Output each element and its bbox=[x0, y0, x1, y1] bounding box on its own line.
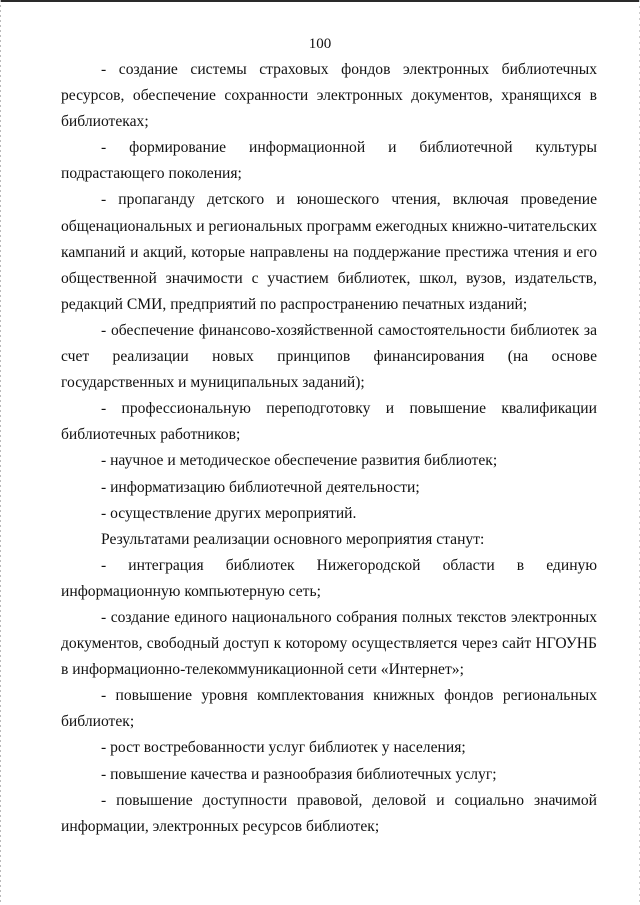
paragraph-retraining: - профессиональную переподготовку и повышение квалификации библиотечных работников; bbox=[61, 400, 597, 444]
scan-left-edge bbox=[0, 0, 1, 905]
paragraph-informatization: - информатизацию библиотечной деятельности; bbox=[101, 478, 420, 496]
paragraph-network-integration: - интеграция библиотек Нижегородской области в единую информационную компьютерную сеть; bbox=[61, 556, 597, 600]
paragraph-information-access: - повышение доступности правовой, деловой и социально значимой информации, электронных ресурсов библиотек; bbox=[61, 791, 597, 835]
scan-top-edge bbox=[0, 0, 640, 2]
paragraph-national-collection: - создание единого национального собрания полных текстов электронных документов, свободный доступ к которому осуществляется через сайт НГОУНБ в информационно-телекоммуникационной сети «Интернет»; bbox=[61, 608, 597, 679]
paragraph-scientific-support: - научное и методическое обеспечение развития библиотек; bbox=[101, 452, 498, 470]
paragraph-service-quality: - повышение качества и разнообразия библиотечных услуг; bbox=[101, 765, 497, 783]
paragraph-financial-independence: - обеспечение финансово-хозяйственной самостоятельности библиотек за счет реализации новых принципов финансирования (на основе государственных и муниципальных заданий); bbox=[61, 321, 597, 392]
paragraph-demand-growth: - рост востребованности услуг библиотек у населения; bbox=[101, 739, 466, 757]
paragraph-insurance-funds: - создание системы страховых фондов электронных библиотечных ресурсов, обеспечение сохранности электронных документов, хранящихся в библиотеках; bbox=[61, 61, 597, 131]
paragraph-results-intro: Результатами реализации основного мероприятия станут: bbox=[101, 530, 485, 548]
paragraph-information-culture: - формирование информационной и библиотечной культуры подрастающего поколения; bbox=[61, 139, 597, 183]
paragraph-acquisition-level: - повышение уровня комплектования книжных фондов региональных библиотек; bbox=[61, 687, 597, 731]
paragraph-reading-promotion: - пропаганду детского и юношеского чтения, включая проведение общенациональных и региональных программ ежегодных книжно-читательских кампаний и акций, которые направлены на поддержание престижа чтения и его общественной значимости с участием библиотек, школ, вузов, издательств, редакций СМИ, предприятий по распространению печатных изданий; bbox=[61, 191, 597, 313]
page-number: 100 bbox=[308, 36, 332, 52]
paragraph-other-activities: - осуществление других мероприятий. bbox=[101, 504, 357, 522]
document-body bbox=[61, 57, 597, 840]
